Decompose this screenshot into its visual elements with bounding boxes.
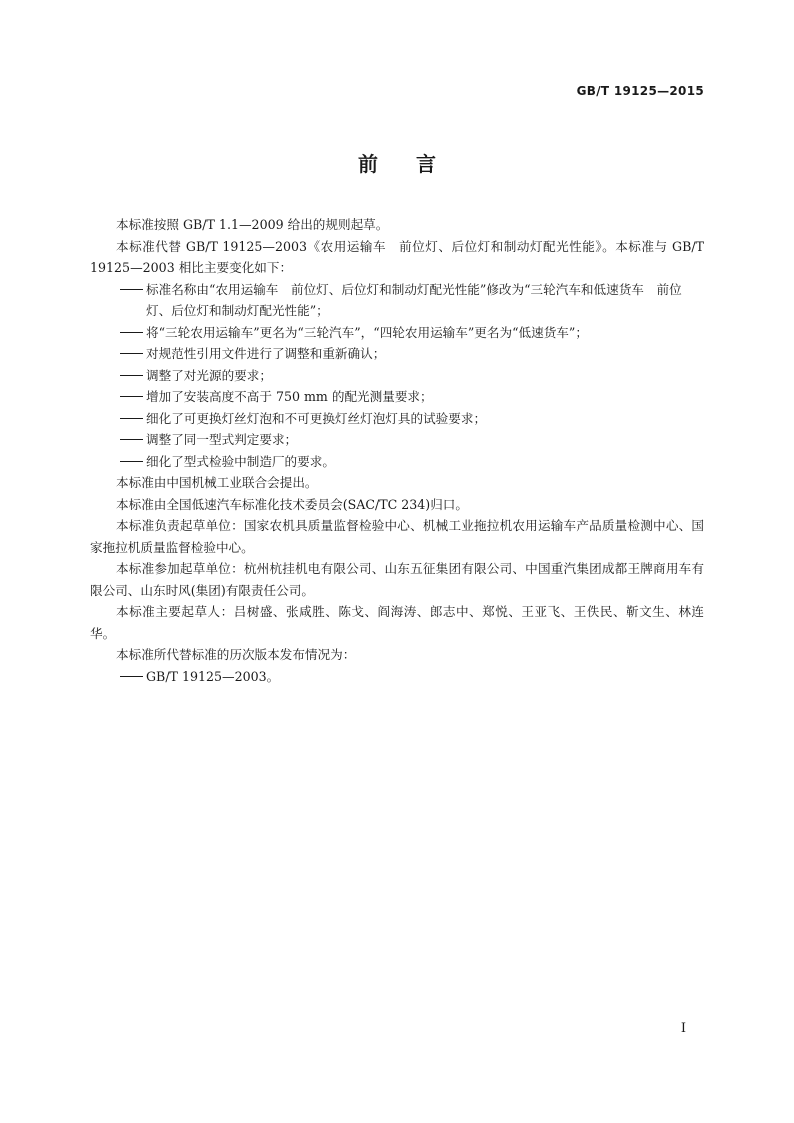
paragraph: 本标准所代替标准的历次版本发布情况为： <box>116 647 356 662</box>
list-item <box>90 386 704 408</box>
list-item <box>90 322 704 344</box>
list-item <box>90 365 704 387</box>
dash-icon <box>120 365 146 387</box>
dash-icon <box>120 429 146 451</box>
dash-icon <box>120 666 146 688</box>
dash-icon <box>120 386 146 408</box>
list-item-text: 将“三轮农用运输车”更名为“三轮汽车”，“四轮农用运输车”更名为“低速货车”； <box>146 324 588 340</box>
list-item-text: 细化了可更换灯丝灯泡和不可更换灯丝灯泡灯具的试验要求； <box>146 410 487 426</box>
paragraph: 本标准负责起草单位：国家农机具质量监督检验中心、机械工业拖拉机农用运输车产品质量检测中心、国家拖拉机质量监督检验中心。 <box>90 518 704 555</box>
paragraph: 本标准由中国机械工业联合会提出。 <box>116 475 318 490</box>
list-item-text: 调整了同一型式判定要求； <box>146 432 298 447</box>
list-item <box>90 451 704 473</box>
dash-icon <box>120 451 146 473</box>
list-item-text: 增加了安装高度不高于 750 mm 的配光测量要求； <box>146 389 433 404</box>
dash-icon <box>120 322 146 344</box>
page-title: 前言 <box>358 152 474 176</box>
paragraph: 本标准主要起草人：吕树盛、张咸胜、陈戈、阎海涛、郎志中、郑悦、王亚飞、王佚民、靳文生、林连华。 <box>90 604 704 641</box>
list-item <box>90 666 704 688</box>
list-item <box>90 408 704 430</box>
list-item <box>90 279 704 322</box>
list-item-text: 对规范性引用文件进行了调整和重新确认； <box>146 346 386 361</box>
list-item <box>90 429 704 451</box>
list-item <box>90 343 704 365</box>
foreword-content <box>90 214 704 687</box>
list-item-text: 细化了型式检验中制造厂的要求。 <box>146 453 335 469</box>
dash-icon <box>120 343 146 365</box>
paragraph: 本标准由全国低速汽车标准化技术委员会(SAC/TC 234)归口。 <box>116 496 468 512</box>
dash-icon <box>120 408 146 430</box>
dash-icon <box>120 279 146 301</box>
paragraph: 本标准代替 GB/T 19125—2003《农用运输车 前位灯、后位灯和制动灯配光性能》。本标准与 GB/T 19125—2003 相比主要变化如下： <box>90 238 704 275</box>
list-item-text: 标准名称由“农用运输车 前位灯、后位灯和制动灯配光性能”修改为“三轮汽车和低速货车 前位灯、后位灯和制动灯配光性能”； <box>146 281 682 318</box>
list-item-text: 调整了对光源的要求； <box>146 367 272 383</box>
paragraph: 本标准按照 GB/T 1.1—2009 给出的规则起草。 <box>116 217 389 232</box>
standard-code: GB/T 19125—2015 <box>576 84 704 98</box>
paragraph: 本标准参加起草单位：杭州杭挂机电有限公司、山东五征集团有限公司、中国重汽集团成都王牌商用车有限公司、山东时风(集团)有限责任公司。 <box>90 561 704 598</box>
page-number: I <box>680 1021 686 1036</box>
list-item-text: GB/T 19125—2003。 <box>146 668 280 684</box>
